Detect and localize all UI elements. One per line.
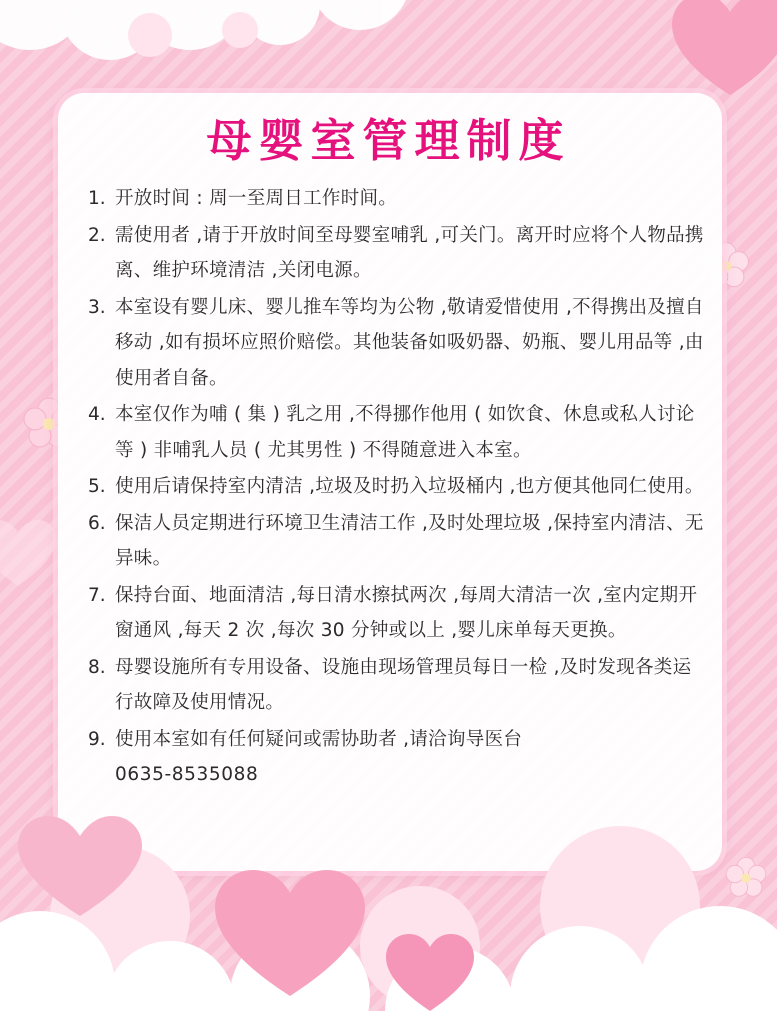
list-item	[88, 506, 704, 577]
page-title: 母婴室管理制度	[206, 114, 571, 167]
rule-text: 本室设有婴儿床、婴儿推车等均为公物 ,敬请爱惜使用 ,不得携出及擅自移动 ,如有损坏应照价赔偿。其他装备如吸奶器、奶瓶、婴儿用品等 ,由使用者自备。	[115, 296, 704, 389]
rule-text: 保持台面、地面清洁 ,每日清水擦拭两次 ,每周大清洁一次 ,室内定期开窗通风 ,每天 2 次 ,每次 30 分钟或以上 ,婴儿床单每天更换。	[115, 584, 698, 641]
list-item	[88, 578, 704, 649]
rule-number: 9.	[88, 728, 106, 750]
rule-text: 开放时间 : 周一至周日工作时间。	[115, 188, 398, 209]
rule-text: 母婴设施所有专用设备、设施由现场管理员每日一检 ,及时发现各类运行故障及使用情况。	[115, 656, 692, 713]
rule-text: 需使用者 ,请于开放时间至母婴室哺乳 ,可关门。离开时应将个人物品携离、维护环境清洁 ,关闭电源。	[115, 224, 704, 281]
list-item	[88, 397, 704, 468]
rule-number: 3.	[88, 296, 106, 318]
rule-list	[88, 181, 704, 794]
rule-text: 保洁人员定期进行环境卫生清洁工作 ,及时处理垃圾 ,保持室内清洁、无异味。	[115, 512, 704, 569]
list-item	[88, 722, 704, 793]
list-item	[88, 469, 704, 505]
bottom-cloud-decoration	[0, 796, 777, 1036]
rule-number: 6.	[88, 512, 106, 534]
rule-number: 7.	[88, 584, 106, 606]
heart-icon	[0, 520, 58, 590]
rule-text: 使用后请保持室内清洁 ,垃圾及时扔入垃圾桶内 ,也方便其他同仁使用。	[115, 476, 704, 497]
rule-number: 2.	[88, 224, 106, 246]
rule-number: 4.	[88, 404, 106, 425]
list-item	[88, 218, 704, 289]
rule-text: 本室仅作为哺 ( 集 ) 乳之用 ,不得挪作他用 ( 如饮食、休息或私人讨论等 ) 非哺乳人员 ( 尤其男性 ) 不得随意进入本室。	[115, 404, 695, 461]
rule-number: 8.	[88, 656, 106, 678]
rule-text-block	[115, 722, 704, 793]
list-item	[88, 290, 704, 397]
heart-icon	[672, 0, 777, 95]
rule-number: 1.	[88, 188, 106, 209]
phone-number: 0635-8535088	[115, 764, 259, 785]
rule-text: 使用本室如有任何疑问或需协助者 ,请洽询导医台	[115, 728, 523, 750]
list-item	[88, 650, 704, 721]
rule-number: 5.	[88, 476, 106, 497]
list-item	[88, 181, 704, 217]
